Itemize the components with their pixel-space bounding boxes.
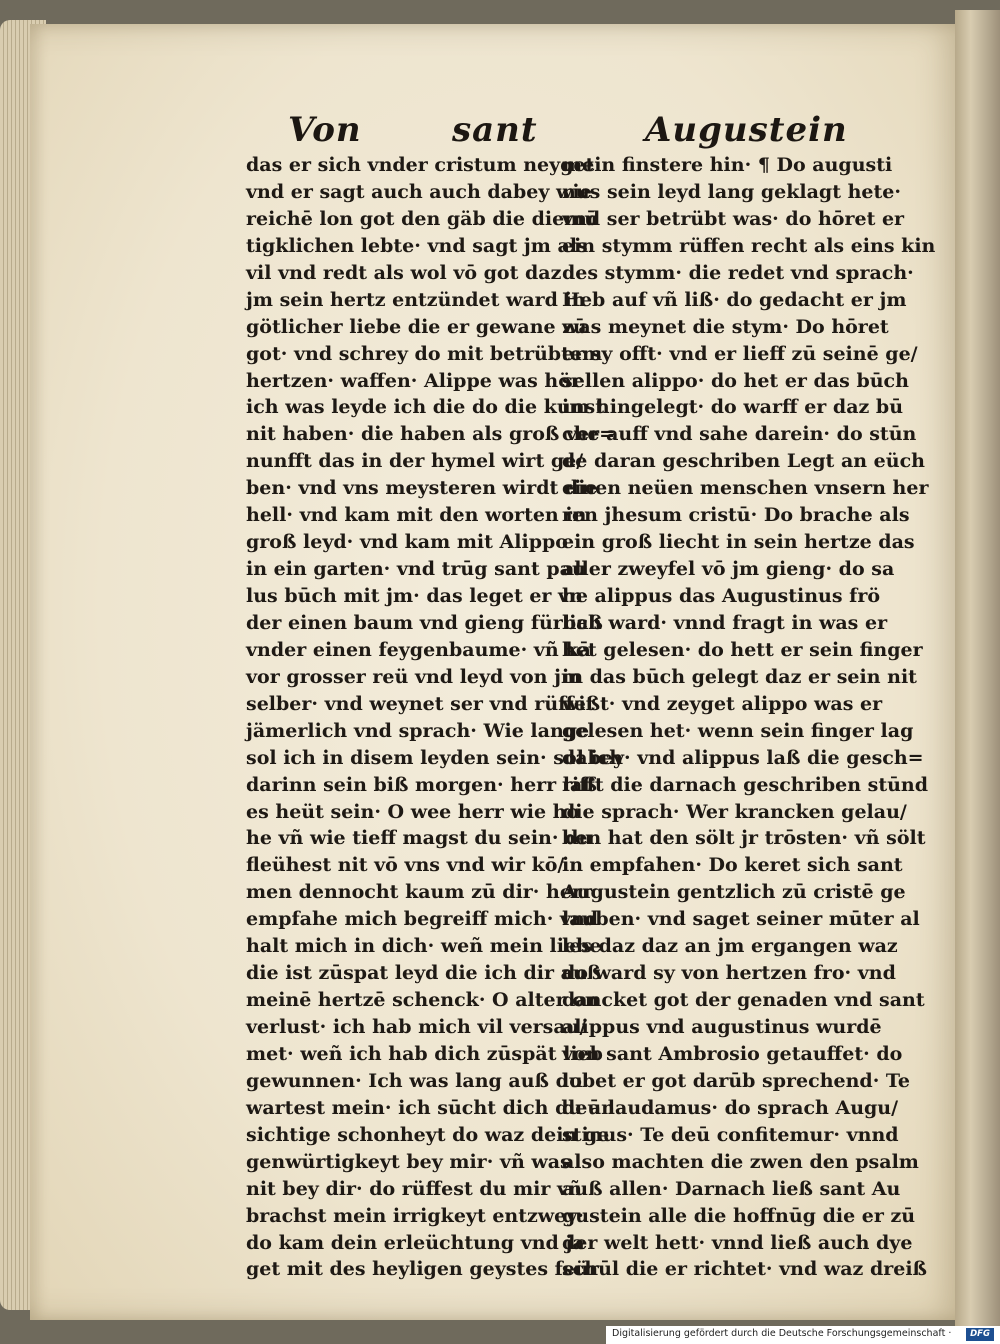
text-line: jämerlich vnd sprach· Wie lange <box>246 719 590 742</box>
text-line: die ist zūspat leyd die ich dir auß <box>246 962 602 985</box>
text-line: ein stymm rüffen recht als eins kin <box>562 234 936 257</box>
text-line: vnd er sagt auch auch dabey wie <box>246 180 592 203</box>
text-line: dancket got der genaden vnd sant <box>562 989 925 1012</box>
text-line: dabey· vnd alippus laß die gesch= <box>562 746 924 769</box>
text-line: groß leyd· vnd kam mit Alippo <box>246 531 568 554</box>
text-line: darinn sein biß morgen· herr laß <box>246 773 597 796</box>
header-word-von: Von <box>288 110 362 150</box>
text-line: empfahe mich begreiff mich· vnd <box>246 908 599 931</box>
text-line: in das būch gelegt daz er sein nit <box>562 665 917 688</box>
text-line: in ein garten· vnd trūg sant pau <box>246 558 586 581</box>
text-line: der welt hett· vnnd ließ auch dye <box>562 1231 913 1254</box>
text-line: sichtige schonheyt do waz dein ge <box>246 1123 610 1146</box>
text-line: der einen baum vnd gieng fürbaß <box>246 611 603 634</box>
text-line: also machten die zwen den psalm <box>562 1150 919 1173</box>
text-line: Augustein gentzlich zū cristē ge <box>562 881 906 904</box>
text-line: he alippus das Augustinus frö <box>562 585 881 607</box>
text-line: auß allen· Darnach ließ sant Au <box>562 1177 901 1200</box>
text-line: wartest mein· ich sūcht dich du an <box>246 1096 615 1119</box>
text-line: was meynet die stym· Do hōret <box>562 315 889 338</box>
text-line: men dennocht kaum zū dir· herr <box>246 881 592 904</box>
header-word-augustein: Augustein <box>645 110 848 150</box>
text-line: het gelesen· do hett er sein finger <box>562 638 923 661</box>
left-text-column <box>246 152 624 1283</box>
text-line: es heüt sein· O wee herr wie ho <box>246 800 580 823</box>
text-line: met· weñ ich hab dich zūspät lieb <box>246 1042 603 1065</box>
text-line: die sprach· Wer krancken gelau/ <box>562 800 907 823</box>
text-line: gustein alle die hoffnūg die er zū <box>562 1204 916 1227</box>
text-line: halt mich in dich· weñ mein liebe <box>246 935 602 958</box>
text-line: vil vnd redt als wol vō got daz <box>246 261 562 284</box>
text-line: fleühest nit vō vns vnd wir kō/ <box>246 854 565 877</box>
text-line: vnd ser betrübt was· do hōret er <box>562 207 905 230</box>
text-line: des stymm· die redet vnd sprach· <box>562 261 914 284</box>
funding-notice: Digitalisierung gefördert durch die Deutsche Forschungsgemeinschaft · <box>612 1328 952 1339</box>
text-line: nit haben· die haben als groß ver= <box>246 423 616 446</box>
text-line: ben· vnd vns meysteren wirdt die <box>246 477 598 500</box>
text-line: jm sein hertz entzündet ward in <box>246 288 586 311</box>
text-line: ich was leyde ich die do die kunst <box>246 396 604 419</box>
text-line: tigklichen lebte· vnd sagt jm als <box>246 234 588 257</box>
text-line: lich ward· vnnd fragt in was er <box>562 611 888 634</box>
text-line: verlust· ich hab mich vil versau/ <box>246 1016 587 1038</box>
header-word-sant: sant <box>452 110 538 150</box>
text-line: ren jhesum cristū· Do brache als <box>562 504 910 527</box>
text-line: gelesen het· wenn sein finger lag <box>562 719 914 742</box>
text-line: hertzen· waffen· Alippe was hör <box>246 369 581 392</box>
text-line: les daz daz an jm ergangen waz <box>562 935 898 958</box>
text-line: ben hat den sölt jr trōsten· vñ sölt <box>562 827 926 850</box>
text-line: get mit des heyligen geystes feür <box>246 1258 599 1281</box>
text-line: do ward sy von hertzen fro· vnd <box>562 962 896 985</box>
text-line: lus būch mit jm· das leget er vn <box>246 585 583 607</box>
text-line: mein finstere hin· ¶ Do augusti <box>562 154 893 176</box>
right-text-column <box>562 152 936 1283</box>
text-line: lauben· vnd saget seiner mūter al <box>562 908 920 931</box>
text-line: brachst mein irrigkeyt entzwey· <box>246 1204 584 1227</box>
book-gutter <box>955 10 1000 1330</box>
text-line: vor grosser reü vnd leyd von jm <box>246 665 582 688</box>
text-line: deū laudamus· do sprach Augu/ <box>562 1096 899 1119</box>
text-line: nunfft das in der hymel wirt ge/ <box>246 450 584 473</box>
text-line: meinē hertzē schenck· O alter on <box>246 989 599 1012</box>
dfg-logo: DFG <box>966 1328 994 1341</box>
text-line: alippus vnd augustinus wurdē <box>562 1016 882 1038</box>
text-line: do kam dein erleüchtung vnd ja <box>246 1231 585 1254</box>
text-line: vnder einen feygenbaume· vñ kā <box>246 638 591 661</box>
text-line: aller zweyfel vō jm gieng· do sa <box>562 558 895 581</box>
text-line: gewunnen· Ich was lang auß du <box>246 1069 583 1092</box>
text-line: nit bey dir· do rüffest du mir vñ <box>246 1177 582 1200</box>
text-line: er sy offt· vnd er lieff zū seinē ge/ <box>562 342 918 365</box>
text-line: got· vnd schrey do mit betrübtem <box>246 342 603 365</box>
text-line: reichē lon got den gäb die diemū <box>246 207 599 230</box>
text-line: sellen alippo· do het er das būch <box>562 369 909 392</box>
text-line: nus sein leyd lang geklagt hete· <box>562 180 901 203</box>
text-line: von sant Ambrosio getauffet· do <box>562 1042 903 1065</box>
text-line: sol ich in disem leyden sein· sol ich <box>246 746 624 769</box>
text-line: im hingelegt· do warff er daz bū <box>562 396 904 419</box>
text-line: hell· vnd kam mit den worten in <box>246 504 587 527</box>
text-line: lobet er got darūb sprechend· Te <box>562 1069 910 1092</box>
text-line: schūl die er richtet· vnd waz dreiß <box>562 1258 927 1281</box>
text-line: he vñ wie tieff magst du sein· du <box>246 827 593 850</box>
text-line: Heb auf vñ liß· do gedacht er jm <box>562 288 907 311</box>
text-line: rifft die darnach geschriben stūnd <box>562 773 929 796</box>
text-line: ein groß liecht in sein hertze das <box>562 531 915 554</box>
text-line: götlicher liebe die er gewane zū <box>246 315 587 338</box>
text-line: che auff vnd sahe darein· do stūn <box>562 423 917 446</box>
text-line: de daran geschriben Legt an eüch <box>562 450 925 473</box>
text-line: in empfahen· Do keret sich sant <box>562 854 903 877</box>
text-line: das er sich vnder cristum neyget <box>246 154 595 176</box>
text-line: genwürtigkeyt bey mir· vñ was <box>246 1150 571 1173</box>
text-line: einen neüen menschen vnsern her <box>562 477 929 500</box>
text-line: wißt· vnd zeyget alippo was er <box>562 692 883 715</box>
text-line: selber· vnd weynet ser vnd rüffet <box>246 692 595 715</box>
text-line: stinus· Te deū confitemur· vnnd <box>562 1123 899 1146</box>
